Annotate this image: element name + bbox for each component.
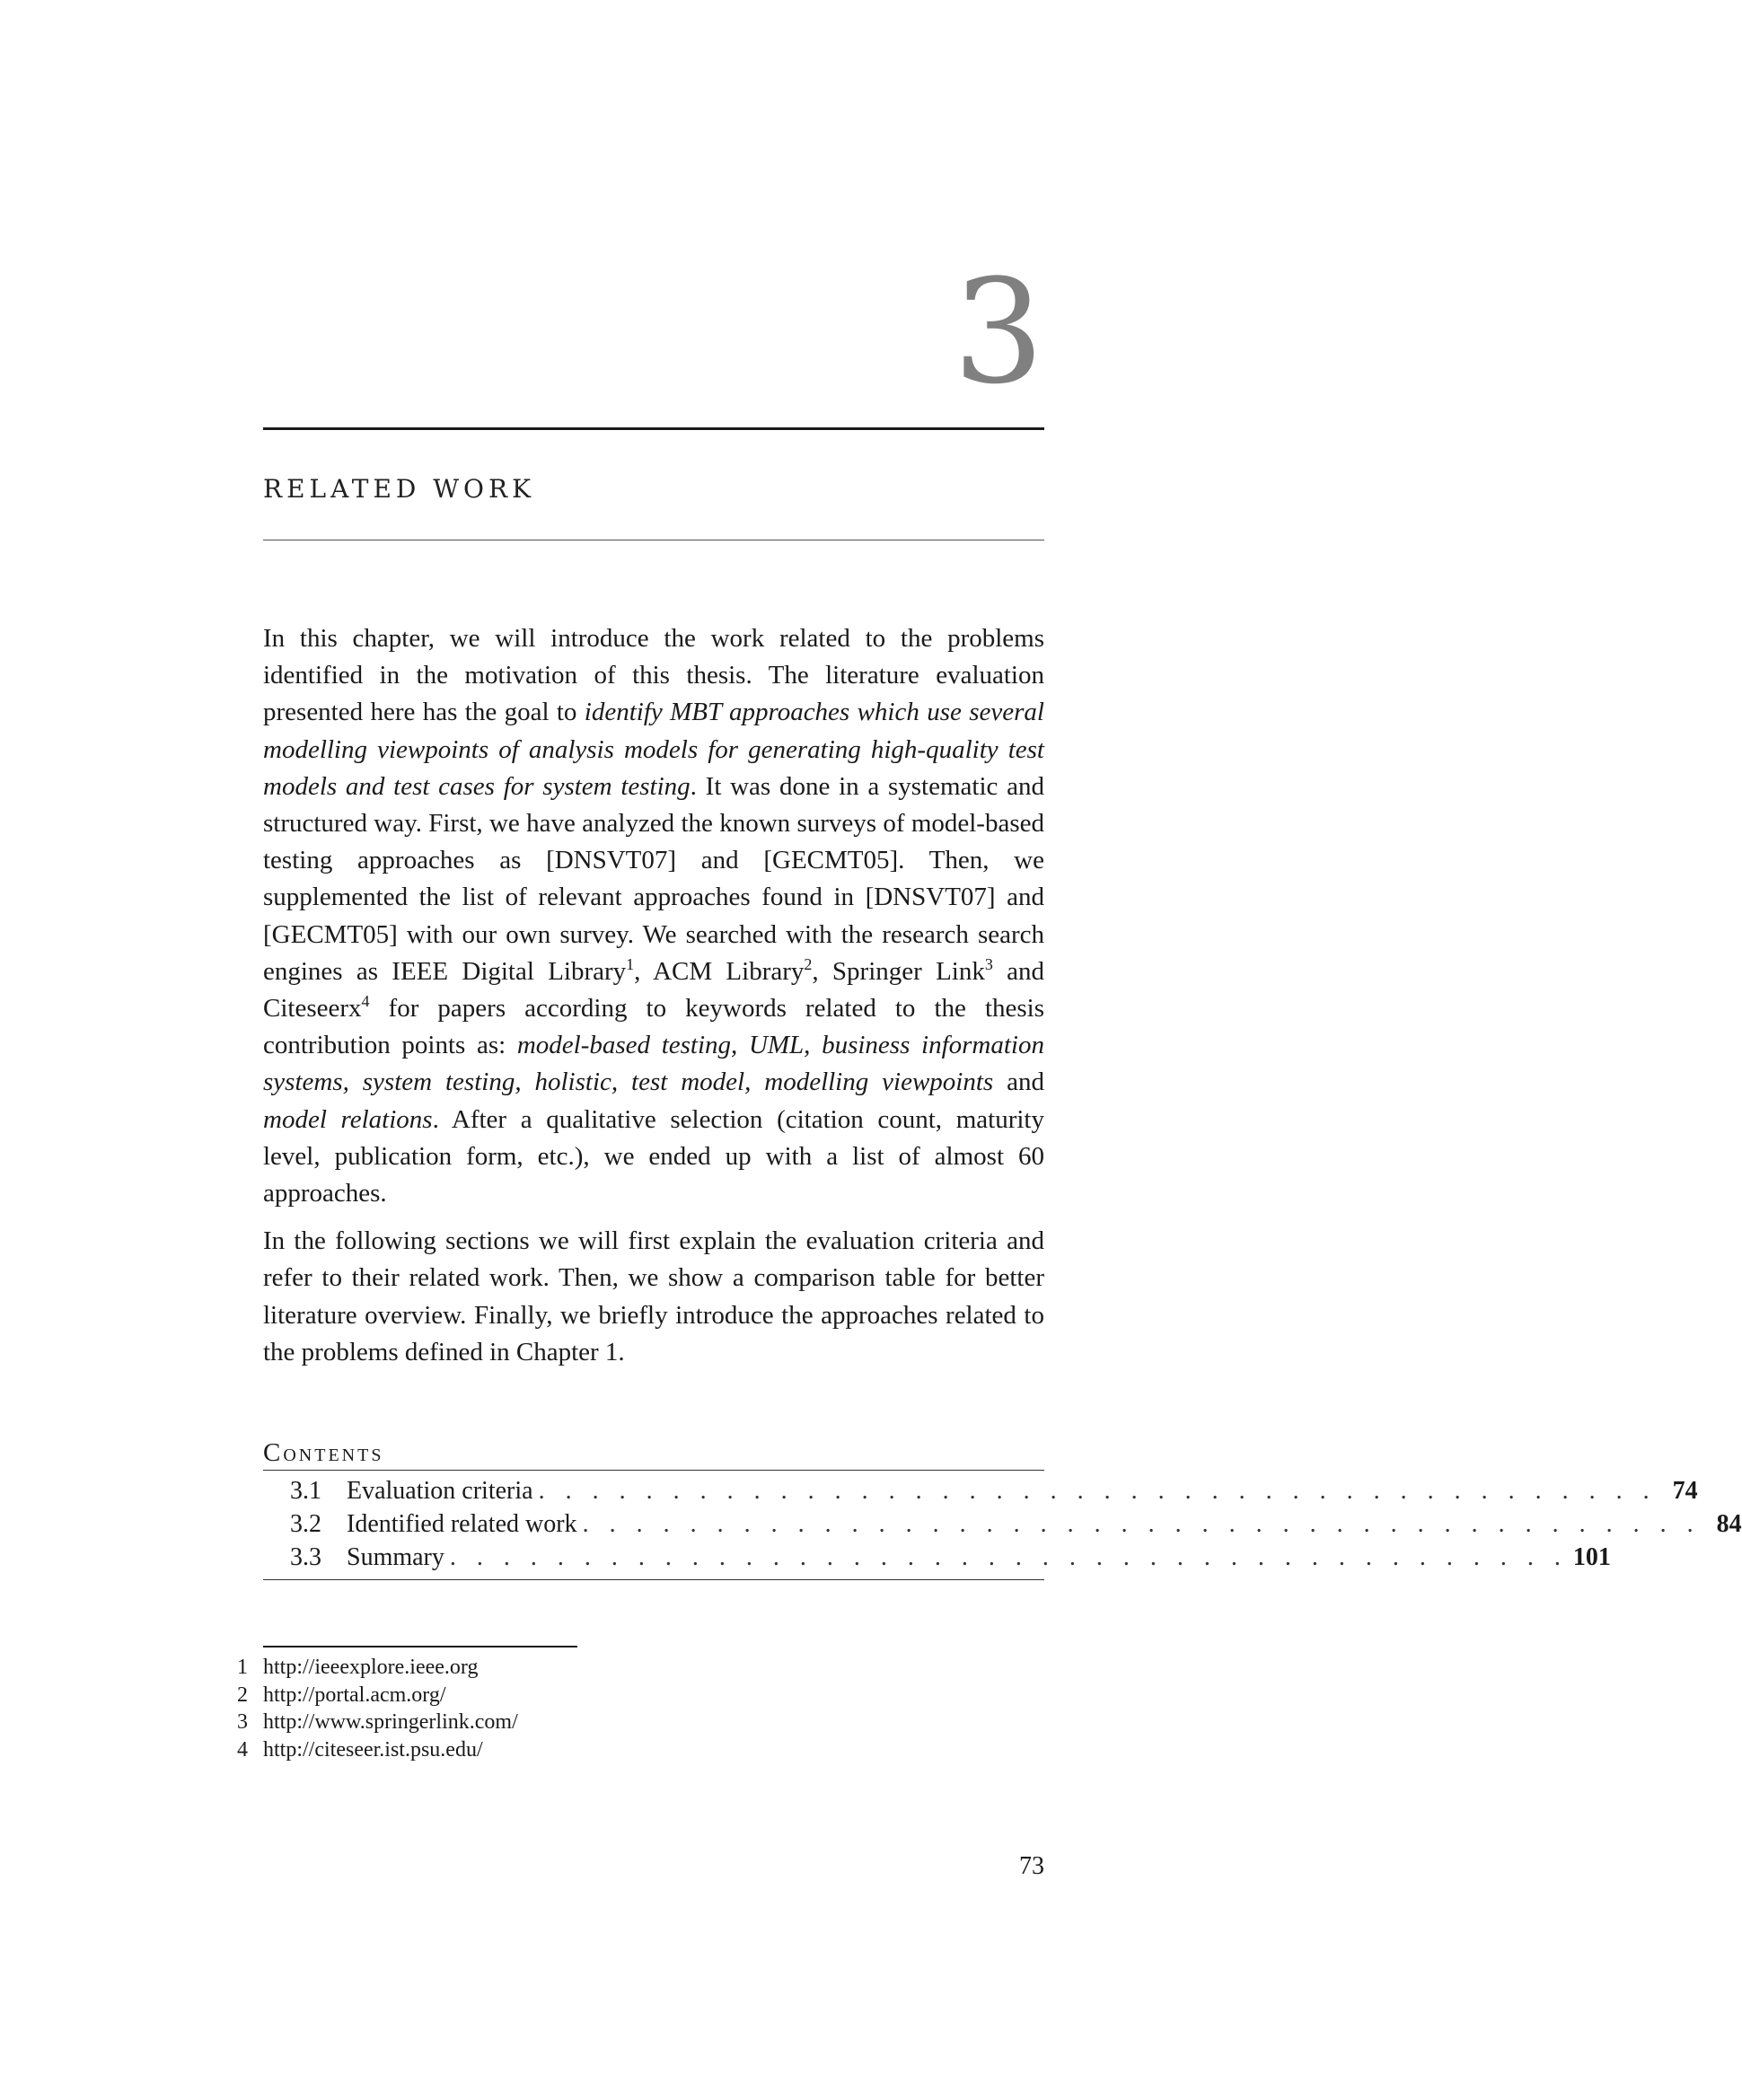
footnote-ref[interactable]: 4	[361, 992, 370, 1011]
goal-emphasis: identify MBT approaches which use several modelling viewpoints of analysis models for generating high-quality test models and test cases for system testing	[263, 698, 1044, 801]
toc-entry[interactable]	[263, 1507, 1742, 1541]
footnote-ref[interactable]: 2	[804, 954, 813, 973]
toc-entry-page[interactable]: 74	[1672, 1477, 1698, 1505]
footnotes	[237, 1654, 518, 1763]
footnote-ref[interactable]: 3	[984, 954, 993, 973]
mini-toc-list	[263, 1471, 1742, 1579]
footnote	[237, 1682, 518, 1709]
toc-leader-dots: . . . . . . . . . . . . . . . . . . . . . . . . . . . . . . . . . . . . . . . . . .	[449, 1543, 1568, 1571]
toc-entry-page[interactable]: 84	[1716, 1510, 1742, 1538]
text-run: for papers according to keywords related to the thesis contribution points as:	[263, 994, 1044, 1060]
toc-entry[interactable]	[263, 1541, 1611, 1574]
text-run: , Springer Link	[812, 956, 985, 986]
chapter-number: 3	[953, 248, 1044, 416]
footnote-link[interactable]: http://citeseer.ist.psu.edu/	[263, 1737, 483, 1762]
text-run: and Citeseerx	[263, 956, 1044, 1024]
mini-toc-heading: Contents	[263, 1438, 384, 1467]
toc-entry[interactable]	[263, 1474, 1698, 1507]
toc-entry-number: 3.2	[290, 1510, 321, 1538]
footnote-mark: 4	[237, 1737, 248, 1762]
toc-entry-number: 3.1	[290, 1477, 321, 1505]
chapter-intro	[263, 620, 1044, 1371]
text-run: and	[993, 1068, 1044, 1097]
toc-entry-title[interactable]: Evaluation criteria	[347, 1477, 533, 1505]
toc-entry-number: 3.3	[290, 1543, 321, 1571]
footnote-mark: 1	[237, 1656, 248, 1679]
footnote-rule	[263, 1646, 577, 1647]
intro-paragraph-1	[263, 620, 1044, 1212]
mini-toc	[263, 1438, 1742, 1580]
footnote-link[interactable]: http://ieeexplore.ieee.org	[263, 1656, 479, 1679]
text-run: , ACM Library	[634, 956, 805, 986]
footnote-mark: 2	[237, 1683, 248, 1707]
footnote-link[interactable]: http://www.springerlink.com/	[263, 1710, 518, 1734]
chapter-rule-top	[263, 427, 1044, 430]
footnote-mark: 3	[237, 1710, 248, 1734]
footnote	[237, 1709, 518, 1736]
keywords-emphasis: model relations	[263, 1104, 433, 1134]
text-run: . It was done in a systematic and structured way. First, we have analyzed the known surveys of model-based testing approaches as [DNSVT07] and [GECMT05]. Then, we supplemented the list of relevant approaches found in [DNSVT07] and [GECMT05] with our own survey. We searched with the research search engines as IEEE Digital Library	[263, 771, 1044, 986]
keywords-emphasis: model-based testing, UML, business information systems, system testing, holistic, test model, modelling viewpoints	[263, 1031, 1044, 1097]
toc-leader-dots: . . . . . . . . . . . . . . . . . . . . . . . . . . . . . . . . . . . . . . . . . .	[538, 1477, 1657, 1505]
toc-entry-title[interactable]: Summary	[347, 1543, 444, 1571]
footnote-ref[interactable]: 1	[626, 954, 635, 973]
intro-paragraph-2: In the following sections we will first explain the evaluation criteria and refer to their related work. Then, we show a comparison table for better literature overview. Finally, we briefly introduce the approaches related to the problems defined in Chapter 1.	[263, 1226, 1044, 1366]
text-run: In this chapter, we will introduce the work related to the problems identified in the motivation of this thesis. The literature evaluation presented here has the goal to	[263, 624, 1044, 727]
chapter-title: RELATED WORK	[263, 474, 536, 504]
footnote-link[interactable]: http://portal.acm.org/	[263, 1683, 446, 1707]
toc-entry-page[interactable]: 101	[1572, 1543, 1611, 1571]
toc-entry-title[interactable]: Identified related work	[347, 1510, 577, 1538]
footnote	[237, 1736, 518, 1764]
toc-leader-dots: . . . . . . . . . . . . . . . . . . . . . . . . . . . . . . . . . . . . . . . . . .	[582, 1510, 1701, 1538]
mini-toc-rule-bottom	[263, 1579, 1044, 1580]
text-run: . After a qualitative selection (citation count, maturity level, publication form, etc.), we ended up with a list of almost 60 approaches.	[263, 1104, 1044, 1208]
page-number: 73	[1019, 1852, 1044, 1880]
footnote	[237, 1654, 518, 1682]
